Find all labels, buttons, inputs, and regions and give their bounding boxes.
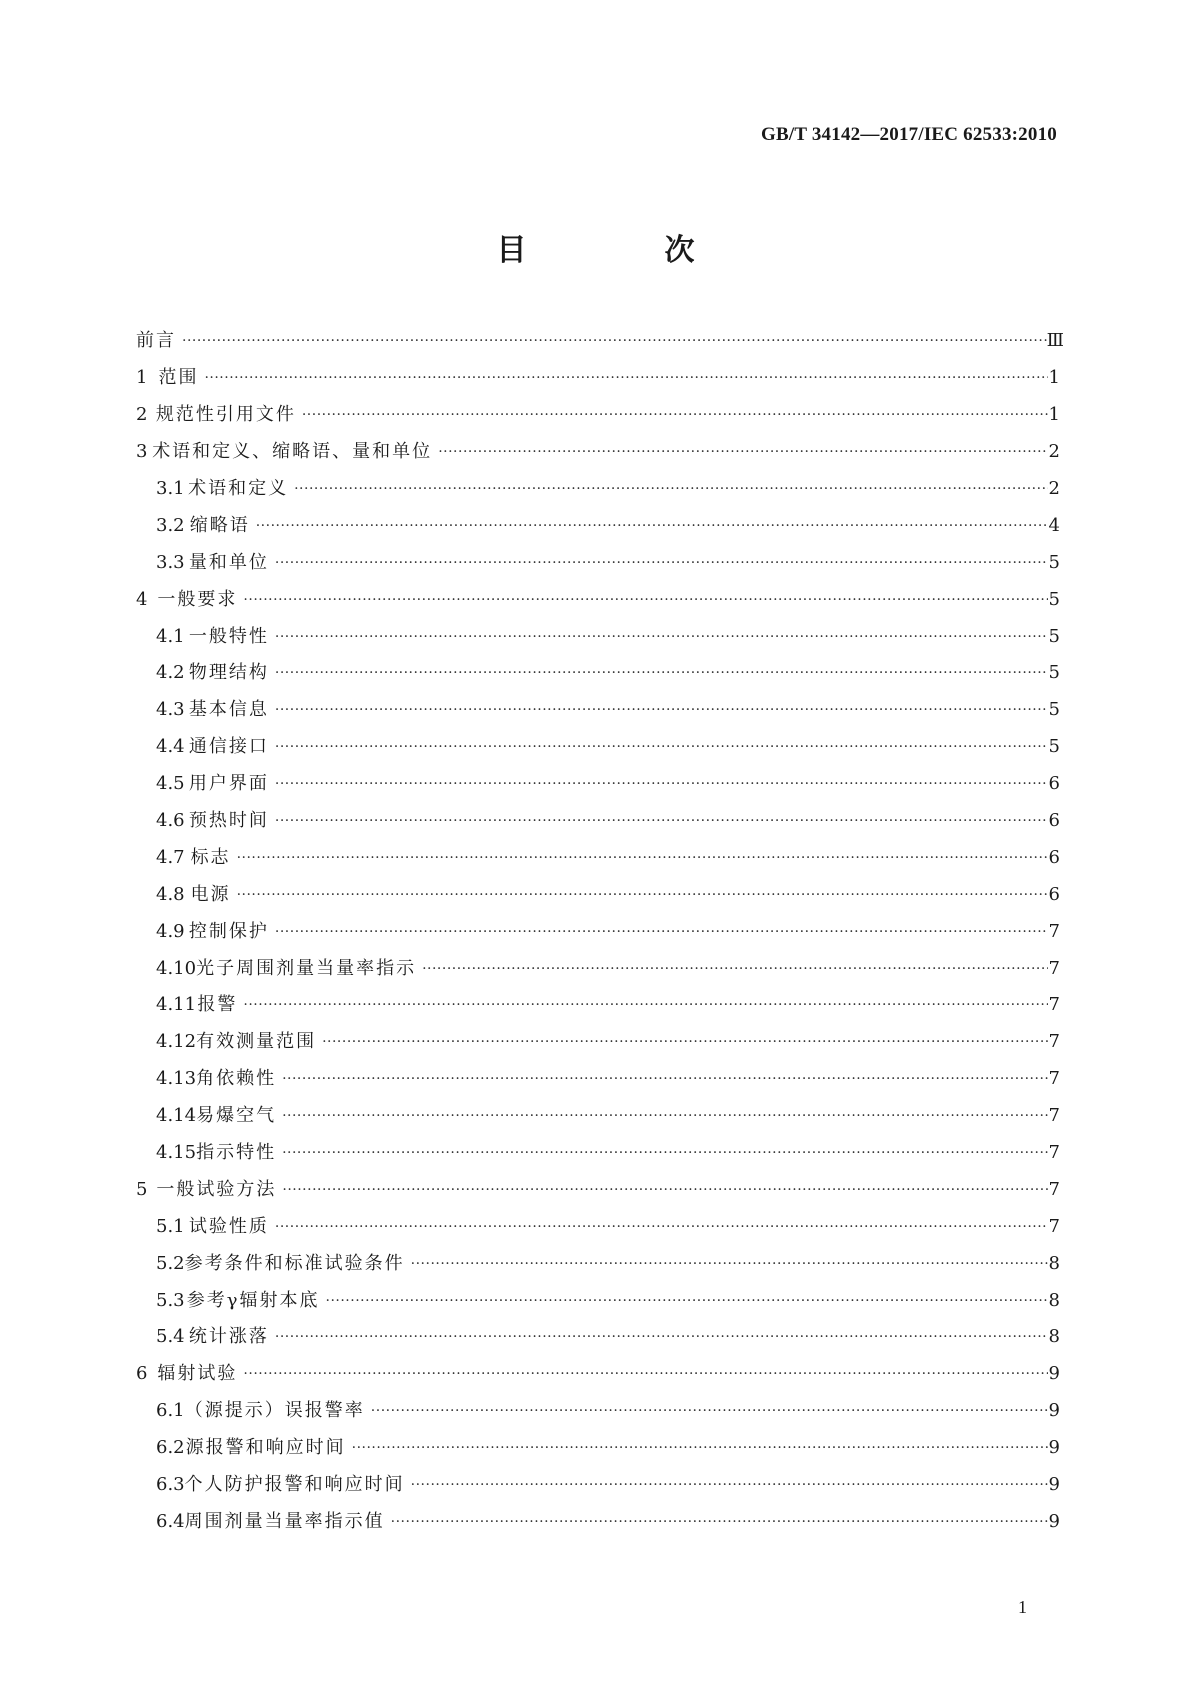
toc-entry-page: 5 bbox=[1048, 551, 1060, 573]
toc-entry-title: 报警 bbox=[197, 994, 238, 1016]
toc-dot-leader bbox=[273, 703, 1048, 717]
toc-entry-page: 7 bbox=[1048, 1178, 1060, 1200]
toc-entry-page: 6 bbox=[1048, 883, 1060, 905]
toc-dot-leader bbox=[273, 777, 1048, 791]
toc-entry-title: 参考γ辐射本底 bbox=[186, 1289, 320, 1311]
toc-entry-page: 8 bbox=[1048, 1289, 1060, 1311]
toc-entry[interactable] bbox=[136, 839, 1060, 876]
toc-dot-leader bbox=[241, 593, 1048, 607]
toc-entry-page: 7 bbox=[1048, 994, 1060, 1016]
toc-entry-page: 2 bbox=[1048, 441, 1060, 463]
toc-entry[interactable] bbox=[136, 876, 1060, 913]
toc-entry-title: 缩略语 bbox=[189, 514, 250, 536]
toc-entry-number: 4.7 bbox=[156, 846, 185, 868]
toc-entry-title: 个人防护报警和响应时间 bbox=[184, 1474, 405, 1496]
page-number: 1 bbox=[1018, 1597, 1027, 1617]
toc-entry-title: 易爆空气 bbox=[196, 1105, 277, 1127]
toc-entry[interactable] bbox=[136, 913, 1060, 950]
toc-entry[interactable] bbox=[136, 1208, 1060, 1245]
toc-entry-number: 4.15 bbox=[156, 1142, 197, 1164]
toc-entry-number: 3.2 bbox=[156, 514, 185, 536]
toc-entry[interactable] bbox=[136, 1356, 1060, 1393]
toc-entry-page: 1 bbox=[1048, 404, 1060, 426]
toc-entry[interactable] bbox=[136, 1504, 1060, 1541]
toc-entry[interactable] bbox=[136, 766, 1060, 803]
toc-entry-title: 基本信息 bbox=[188, 699, 269, 721]
toc-dot-leader bbox=[420, 962, 1048, 976]
toc-entry[interactable] bbox=[136, 1467, 1060, 1504]
toc-entry-title: 指示特性 bbox=[196, 1142, 277, 1164]
toc-entry-number: 3.1 bbox=[156, 478, 185, 499]
toc-entry-page: 8 bbox=[1048, 1252, 1060, 1274]
toc-entry-title: 周围剂量当量率指示值 bbox=[184, 1510, 385, 1532]
toc-entry-number: 5.4 bbox=[156, 1326, 185, 1348]
toc-entry-number: 5.2 bbox=[156, 1252, 185, 1274]
toc-entry[interactable] bbox=[136, 471, 1060, 508]
toc-entry[interactable] bbox=[136, 581, 1060, 618]
toc-entry-title: 术语和定义、缩略语、量和单位 bbox=[152, 441, 433, 463]
toc-entry-page: 9 bbox=[1048, 1510, 1060, 1532]
toc-entry-page: 8 bbox=[1048, 1326, 1060, 1348]
toc-entry[interactable] bbox=[136, 1024, 1060, 1061]
toc-dot-leader bbox=[202, 371, 1048, 385]
toc-entry-page: 6 bbox=[1048, 846, 1060, 868]
toc-entry-page: 4 bbox=[1048, 514, 1060, 536]
toc-entry[interactable] bbox=[136, 1061, 1060, 1098]
toc-dot-leader bbox=[280, 1183, 1048, 1197]
toc-entry-page: 5 bbox=[1048, 662, 1060, 684]
table-of-contents bbox=[136, 323, 1065, 1540]
toc-entry[interactable] bbox=[136, 1171, 1060, 1208]
toc-entry-number: 2 bbox=[136, 404, 148, 426]
toc-entry[interactable] bbox=[136, 655, 1060, 692]
toc-entry-number: 1 bbox=[136, 367, 148, 389]
toc-entry-title: 用户界面 bbox=[188, 773, 269, 795]
toc-entry-title: 标志 bbox=[190, 846, 231, 868]
toc-entry-page: 7 bbox=[1048, 920, 1060, 942]
toc-dot-leader bbox=[409, 1478, 1048, 1492]
toc-entry-page: 7 bbox=[1048, 1142, 1060, 1164]
toc-entry-title: 预热时间 bbox=[188, 810, 269, 832]
toc-dot-leader bbox=[273, 630, 1048, 644]
toc-dot-leader bbox=[273, 814, 1048, 828]
toc-entry-page: 7 bbox=[1048, 1105, 1060, 1127]
toc-entry[interactable] bbox=[136, 1245, 1060, 1282]
toc-dot-leader bbox=[235, 888, 1048, 902]
toc-dot-leader bbox=[320, 1035, 1048, 1049]
toc-entry[interactable] bbox=[136, 1319, 1060, 1356]
toc-dot-leader bbox=[273, 666, 1048, 680]
toc-entry-title: 通信接口 bbox=[188, 736, 269, 758]
toc-entry-title: 统计涨落 bbox=[188, 1326, 269, 1348]
toc-entry-page: 5 bbox=[1048, 699, 1060, 721]
toc-entry[interactable] bbox=[136, 692, 1060, 729]
toc-dot-leader bbox=[273, 1330, 1048, 1344]
toc-entry-page: 1 bbox=[1048, 367, 1060, 389]
toc-entry-number: 4.11 bbox=[156, 994, 197, 1016]
toc-dot-leader bbox=[350, 1441, 1048, 1455]
toc-entry-page: Ⅲ bbox=[1046, 330, 1065, 352]
toc-dot-leader bbox=[241, 1367, 1048, 1381]
toc-entry-page: 5 bbox=[1048, 625, 1060, 647]
toc-entry-title: 有效测量范围 bbox=[196, 1031, 317, 1053]
toc-entry-title: 量和单位 bbox=[188, 551, 269, 573]
toc-entry[interactable] bbox=[136, 803, 1060, 840]
toc-entry[interactable] bbox=[136, 397, 1060, 434]
toc-entry[interactable] bbox=[136, 323, 1065, 360]
toc-entry[interactable] bbox=[136, 1430, 1060, 1467]
toc-entry[interactable] bbox=[136, 618, 1060, 655]
toc-entry-number: 6.4 bbox=[156, 1510, 185, 1532]
toc-entry-title: 源报警和响应时间 bbox=[185, 1437, 346, 1459]
toc-entry-number: 4.1 bbox=[156, 625, 185, 647]
toc-entry-title: 一般试验方法 bbox=[156, 1178, 277, 1200]
toc-entry-number: 3 bbox=[136, 441, 148, 463]
toc-entry-title: 角依赖性 bbox=[196, 1068, 277, 1090]
toc-dot-leader bbox=[273, 925, 1048, 939]
toc-dot-leader bbox=[180, 334, 1047, 348]
toc-entry-page: 7 bbox=[1048, 1031, 1060, 1053]
toc-entry-number: 4.8 bbox=[156, 883, 185, 905]
toc-entry-title: 规范性引用文件 bbox=[155, 404, 296, 426]
toc-entry-number: 4 bbox=[136, 588, 148, 610]
toc-entry-title: 前言 bbox=[136, 330, 176, 352]
toc-entry[interactable] bbox=[136, 507, 1060, 544]
toc-dot-leader bbox=[254, 519, 1048, 533]
toc-entry[interactable] bbox=[136, 1393, 1060, 1430]
toc-entry-number: 4.12 bbox=[156, 1031, 197, 1053]
toc-entry-title: 控制保护 bbox=[188, 920, 269, 942]
toc-entry[interactable] bbox=[136, 729, 1060, 766]
toc-entry-number: 4.6 bbox=[156, 810, 185, 832]
toc-entry-title: 范围 bbox=[158, 367, 199, 389]
toc-entry-title: 试验性质 bbox=[188, 1215, 269, 1237]
toc-entry-title: 术语和定义 bbox=[188, 478, 289, 499]
toc-entry[interactable] bbox=[136, 1282, 1060, 1319]
toc-entry-page: 9 bbox=[1048, 1400, 1060, 1422]
toc-entry-number: 6.3 bbox=[156, 1474, 185, 1496]
toc-entry-title: 电源 bbox=[190, 883, 231, 905]
toc-entry[interactable] bbox=[136, 987, 1060, 1024]
toc-entry-page: 9 bbox=[1048, 1437, 1060, 1459]
toc-entry-number: 6.1 bbox=[156, 1400, 185, 1422]
toc-entry-number: 6 bbox=[136, 1363, 148, 1385]
toc-entry-page: 5 bbox=[1048, 736, 1060, 758]
toc-dot-leader bbox=[389, 1515, 1048, 1529]
toc-entry-number: 4.5 bbox=[156, 773, 185, 795]
toc-entry-number: 5.1 bbox=[156, 1215, 185, 1237]
toc-entry-number: 5 bbox=[136, 1178, 148, 1200]
toc-dot-leader bbox=[273, 556, 1048, 570]
toc-entry[interactable] bbox=[136, 950, 1060, 987]
toc-entry-number: 4.13 bbox=[156, 1068, 197, 1090]
toc-entry[interactable] bbox=[136, 544, 1060, 581]
toc-entry-number: 3.3 bbox=[156, 551, 185, 573]
toc-dot-leader bbox=[273, 740, 1048, 754]
toc-entry-page: 5 bbox=[1048, 588, 1060, 610]
toc-dot-leader bbox=[292, 482, 1048, 496]
standard-number: GB/T 34142—2017/IEC 62533:2010 bbox=[761, 124, 1057, 145]
toc-entry-page: 2 bbox=[1048, 478, 1060, 499]
toc-entry-page: 6 bbox=[1048, 810, 1060, 832]
toc-entry-page: 7 bbox=[1048, 1068, 1060, 1090]
toc-dot-leader bbox=[235, 851, 1048, 865]
toc-entry-number: 4.14 bbox=[156, 1105, 197, 1127]
toc-entry-number: 4.9 bbox=[156, 920, 185, 942]
toc-entry[interactable] bbox=[136, 360, 1060, 397]
toc-dot-leader bbox=[436, 445, 1048, 459]
toc-entry-number: 4.10 bbox=[156, 957, 197, 979]
toc-dot-leader bbox=[280, 1146, 1048, 1160]
toc-entry[interactable] bbox=[136, 1098, 1060, 1135]
toc-entry-page: 9 bbox=[1048, 1474, 1060, 1496]
toc-entry-page: 6 bbox=[1048, 773, 1060, 795]
toc-dot-leader bbox=[280, 1072, 1048, 1086]
toc-entry-title: 辐射试验 bbox=[157, 1363, 238, 1385]
toc-entry-title: 一般要求 bbox=[157, 588, 238, 610]
toc-entry-title: 物理结构 bbox=[188, 662, 269, 684]
toc-dot-leader bbox=[409, 1257, 1048, 1271]
toc-entry-number: 4.2 bbox=[156, 662, 185, 684]
toc-entry-page: 7 bbox=[1048, 1215, 1060, 1237]
toc-entry-page: 7 bbox=[1048, 957, 1060, 979]
toc-entry-title: 参考条件和标准试验条件 bbox=[184, 1252, 405, 1274]
toc-entry-number: 5.3 bbox=[156, 1289, 185, 1311]
toc-entry[interactable] bbox=[136, 434, 1060, 471]
page-title: 目 次 bbox=[496, 233, 749, 268]
toc-entry-number: 6.2 bbox=[156, 1437, 185, 1459]
toc-entry-title: 光子周围剂量当量率指示 bbox=[196, 957, 417, 979]
toc-entry-number: 4.3 bbox=[156, 699, 185, 721]
toc-dot-leader bbox=[300, 408, 1048, 422]
toc-entry-title: （源提示）误报警率 bbox=[184, 1400, 365, 1422]
toc-entry-page: 9 bbox=[1048, 1363, 1060, 1385]
toc-dot-leader bbox=[273, 1220, 1048, 1234]
toc-entry-title: 一般特性 bbox=[188, 625, 269, 647]
toc-dot-leader bbox=[324, 1294, 1049, 1308]
toc-dot-leader bbox=[280, 1109, 1048, 1123]
toc-dot-leader bbox=[369, 1404, 1048, 1418]
toc-dot-leader bbox=[241, 998, 1048, 1012]
toc-entry[interactable] bbox=[136, 1135, 1060, 1172]
toc-entry-number: 4.4 bbox=[156, 736, 185, 758]
